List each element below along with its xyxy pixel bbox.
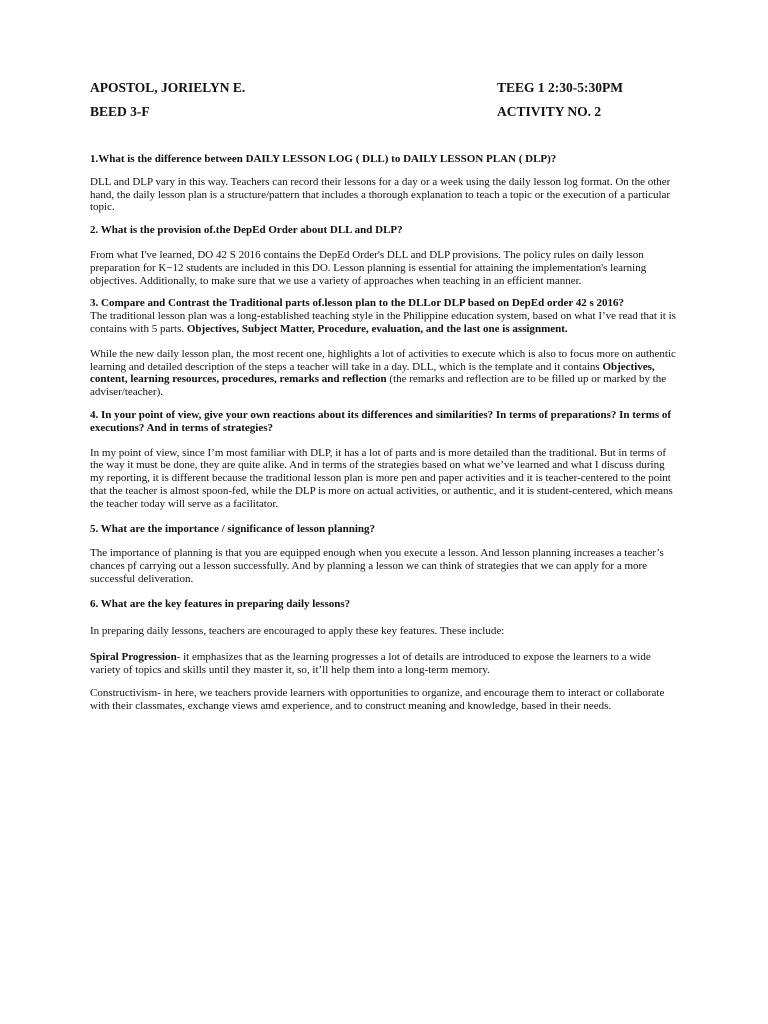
answer-3-text-3: (the remarks and reflection are to be filled up or marked by the adviser/teacher).	[90, 373, 667, 399]
answer-1: DLL and DLP vary in this way. Teachers can record their lessons for a day or a week using the daily lesson log format. On the other hand, the daily lesson plan is a structure/pattern that includes a thorough explanation to teach a topic or the execution of a particular topic.	[90, 175, 671, 214]
answer-2: From what I've learned, DO 42 S 2016 contains the DepEd Order's DLL and DLP provisions. The policy rules on daily lesson preparation for K−12 students are included in this DO. Lesson planning is essential for attaining the implementation's learning objectives. Additionally, to make sure that we use a variety of approaches when teaching in an efficient manner.	[90, 248, 647, 287]
answer-5: The importance of planning is that you are equipped enough when you execute a lesson. And lesson planning increases a teacher’s chances pf carrying out a lesson successfully. And by planning a lesson we can think of strategies that we can apply for a more successful deliveration.	[90, 547, 664, 585]
class-schedule: TEEG 1 2:30-5:30PM	[497, 80, 623, 95]
question-3: 3. Compare and Contrast the Traditional parts of.lesson plan to the DLLor DLP based on DepEd order 42 s 2016?	[90, 297, 625, 310]
answer-3-text-2: While the new daily lesson plan, the most recent one, highlights a lot of activities to execute which is also to focus more on authentic learning and detailed description of the steps a teacher will take in a day. DLL, which is the template and it contains	[90, 347, 676, 373]
question-2: 2. What is the provision of.the DepEd Order about DLL and DLP?	[90, 224, 403, 237]
answer-3-paragraph-1	[90, 310, 680, 336]
feature-1-term: Spiral Progression	[90, 651, 177, 664]
question-6: 6. What are the key features in preparing daily lessons?	[90, 597, 351, 610]
document-body	[90, 153, 680, 713]
activity-number: ACTIVITY NO. 2	[497, 104, 602, 119]
student-section: BEED 3-F	[90, 104, 150, 119]
answer-3-paragraph-2	[90, 348, 680, 399]
answer-3-text-1: The traditional lesson plan was a long-established teaching style in the Philippine education system, based on what I’ve read that it is contains with 5 parts.	[90, 310, 676, 335]
question-4: 4. In your point of view, give your own reactions about its differences and similarities? In terms of preparations? In terms of executions? And in terms of strategies?	[90, 408, 672, 434]
feature-1-text: - it emphasizes that as the learning progresses a lot of details are introduced to expose the learners to a wide variety of topics and skills until they master it, so, it’ll help them into a long-term memory.	[90, 651, 651, 677]
answer-3-bold-1: Objectives, Subject Matter, Procedure, evaluation, and the last one is assignment.	[186, 322, 568, 335]
answer-6-feature-1	[90, 651, 680, 677]
question-5: 5. What are the importance / significance of lesson planning?	[90, 522, 375, 535]
answer-6-feature-2: Constructivism- in here, we teachers provide learners with opportunities to organize, and encourage them to interact or collaborate with their classmates, exchange views amd experience, and to construct meaning and knowledge, based in their needs.	[90, 686, 665, 712]
answer-4: In my point of view, since I’m most familiar with DLP, it has a lot of parts and is more detailed than the traditional. But in terms of the way it must be done, they are quite alike. And in terms of the strategies based on what we’ve learned and what I discuss during my reporting, it is different because the traditional lesson plan is more pen and paper activities and it is teacher-centered to the point that the teacher is almost spoon-fed, while the DLP is more on actual activities, or authentic, and it is student-centered, which means the teacher today will serve as a facilitator.	[90, 446, 673, 510]
answer-6-intro: In preparing daily lessons, teachers are encouraged to apply these key features. These include:	[90, 624, 505, 637]
question-1: 1.What is the difference between DAILY LESSON LOG ( DLL) to DAILY LESSON PLAN ( DLP)?	[90, 153, 557, 165]
student-name: APOSTOL, JORIELYN E.	[90, 80, 246, 95]
answer-3-bold-2: Objectives, content, learning resources, procedures, remarks and reflection	[90, 360, 655, 386]
